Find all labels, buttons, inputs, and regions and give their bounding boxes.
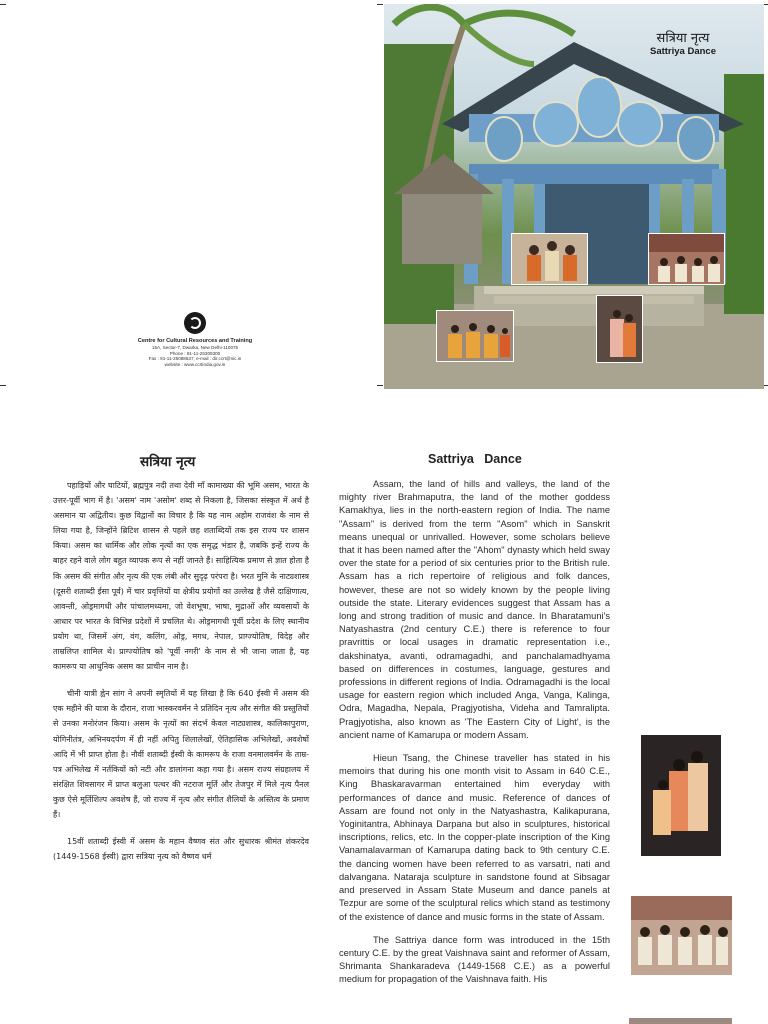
hindi-column — [53, 478, 309, 876]
organization-block — [120, 312, 270, 367]
dancers-side-photo — [629, 1018, 732, 1024]
organization-phone: Phone : 91-11-25309300 — [169, 350, 221, 356]
organization-fax-email: Fax : 91-11-25088637, e-mail : dir.ccrt@nic.in — [148, 356, 242, 362]
cover-title-hindi: सत्रिया नृत्य — [656, 31, 710, 46]
cover-title-block — [650, 28, 716, 57]
hindi-paragraph: 15वीं शताब्दी ईस्वी में असम के महान वैष्णव संत और सुधारक श्रीमंत शंकरदेव (1449-1568 ईस्वी) द्वारा सत्रिया नृत्य को वैष्णव धर्म — [53, 837, 309, 862]
english-paragraph: The Sattriya dance form was introduced in the 15th century C.E. by the great Vaishnava saint and reformer of Assam, Shrimanta Shankaradeva (1449-1568 C.E.) as a powerful medium for propagation of the Vaishnava faith. His — [339, 934, 610, 985]
english-column — [339, 478, 610, 997]
english-paragraph: Hieun Tsang, the Chinese traveller has stated in his memoirs that during his one month visit to Assam in 640 C.E., King Bhaskaravarman entertained him everyday with performances of dance and music. Reference of dances of Assam are found not only in the Natyashastra, Kalikapurana, Yoginitantra, Abhinaya Darpana but also in sculptures, historical inscriptions, relics, etc. In the copper-plate inscription of the King Vanamalavarman of Kamarupa dating back to 9th century C.E. the dancing women have been referred to as varsatri, nati and dalvangana. Nataraja sculpture in sandstone found at Sibsagar and preserved in Assam State Museum and dance panels at Tezpur are some of the sculptural relics which stand as testimony of the existence of dance and music forms in the state of Assam. — [339, 753, 610, 922]
organization-name: Centre for Cultural Resources and Training — [137, 338, 253, 344]
ccrt-logo — [184, 312, 206, 334]
hindi-paragraph: पहाड़ियों और घाटियों, ब्रह्मपुत्र नदी तथा देवी माँ कामाख्या की भूमि असम, भारत के उत्तर-पूर्वी भाग में है। 'असम' नाम 'असोम' शब्द से निकला है, जिसका संस्कृत में अर्थ है असमान या अद्वितीय। कुछ विद्वानों का विचार है कि यह नाम अहोम राजवंश के नाम से लिया गया है, जिन्होंने ब्रिटिश शासन से पहले छह शताब्दियों तक इस राज्य पर शासन किया। असम का धार्मिक और लोक नृत्यों का एक समृद्ध भंडार है, जबकि इन्हें राज्य के बाहर रहने वाले लोग बहुत व्यापक रूप से नहीं जानते हैं। साहित्यिक प्रमाण से ज्ञात होता है कि असम की संगीत और नृत्य की एक लंबी और सुदृढ़ परंपरा है। भरत मुनि के नाट्यशास्त्र (दूसरी शताब्दी ईसा पूर्व) में चार प्रवृत्तियों या क्षेत्रीय प्रयोगों का उल्लेख है जैसे दाक्षिणात्य, आवन्ती, ओड्रमागधी और पांचालमध्यमा, जो वेशभूषा, भाषा, मुद्राओं और व्यवसायों के आधार पर भारत के विभिन्न प्रदेशों में प्रचलित थे। ओड्रमागधी पूर्वी प्रदेश के लिए स्थानीय प्रयोग था, जिसमें अंग, वंग, कलिंग, ओड्र, मगध, नेपाल, प्राग्ज्योतिष, विदेह और ताम्रलिप्त शामिल थे। प्राग्ज्योतिष को 'पूर्वी नगरी' के नाम से भी जाना जाता है, यह कामरूप या आधुनिक असम का प्राचीन नाम है। — [53, 481, 310, 672]
crop-mark — [0, 4, 6, 5]
organization-address: 15A, Sector-7, Dwarka, New Delhi-110075 — [151, 345, 239, 350]
organization-website: website : www.ccrtindia.gov.in — [164, 361, 226, 367]
crop-mark — [0, 385, 6, 386]
dancers-photo-inset — [511, 233, 588, 285]
hindi-paragraph: चीनी यात्री ह्वेन सांग ने अपनी स्मृतियों में यह लिखा है कि 640 ईस्वी में असम की एक महीने की यात्रा के दौरान, राजा भास्करवर्मन ने प्रतिदिन नृत्य और संगीत की प्रस्तुतियों से उनका मनोरंजन किया। असम के नृत्यों का संदर्भ केवल नाट्यशास्त्र, कालिकापुराण, योगिनीतंत्र, अभिनयदर्पण में ही नहीं अपितु शिलालेखों, ऐतिहासिक अभिलेखों, अवशेषों आदि में भी प्राप्त होता है। नौवीं शताब्दी ईस्वी के कामरूप के राजा वनमालवर्मन के ताम्र-पत्र अभिलेख में नर्तकियों को नटी और डालांगना कहा गया है। असम राज्य संग्रहालय में संरक्षित शिवसागर में प्राप्त बलुआ पत्थर की नटराज मूर्ति और तेजपुर में मिले नृत्य पैनल कुछ ऐसे मूर्तिशिल्प अवशेष हैं, जो राज्य में नृत्य और संगीत शैलियों के अस्तित्व के प्रमाण हैं। — [53, 689, 309, 819]
dancers-side-photo — [631, 896, 732, 975]
dancers-photo-inset — [648, 233, 725, 285]
hindi-column-title: सत्रिया नृत्य — [140, 454, 196, 470]
crop-mark — [377, 4, 383, 5]
english-paragraph: Assam, the land of hills and valleys, the land of the mighty river Brahmaputra, the land of the mother goddess Kamakhya, lies in the north-eastern region of India. The name "Assam" is derived from the term "Asom" which in Sanskrit means unequal or unrivalled. However, some scholars believe that it has been named after the "Ahom" dynasty which held sway over the state for a period of six centuries prior to the British rule. Assam has a rich repertoire of religious and folk dances, however, these are not so widely known by the people living outside the state. Literary evidences suggest that Assam has a long and strong tradition of music and dance. In Bharatamuni's Natyashastra (2nd century C.E.) there is reference to four pravrittis or local usages in dramatic representation i.e., dakshinatya, avanti, odramagadhi, and panchalamadhyama based on differences in costumes, language, gestures and professions in different regions of India. Odramagadhi is the local usage for eastern region which included Anga, Vanga, Kalinga, Odra, Magadha, Nepala, Pragjyotisha, Videha and Tamralipta. Pragjyotisha, also known as 'The Eastern City of Light', is the ancient name of Kamarupa or modern Assam. — [339, 479, 610, 740]
cover-photo — [384, 4, 764, 389]
cover-title-english: Sattriya Dance — [649, 46, 716, 57]
english-column-title: Sattriya Dance — [428, 452, 522, 466]
dancers-photo-inset — [436, 310, 514, 362]
dancers-photo-inset — [596, 295, 643, 363]
dancers-side-photo — [641, 735, 721, 856]
crop-mark — [377, 385, 383, 386]
